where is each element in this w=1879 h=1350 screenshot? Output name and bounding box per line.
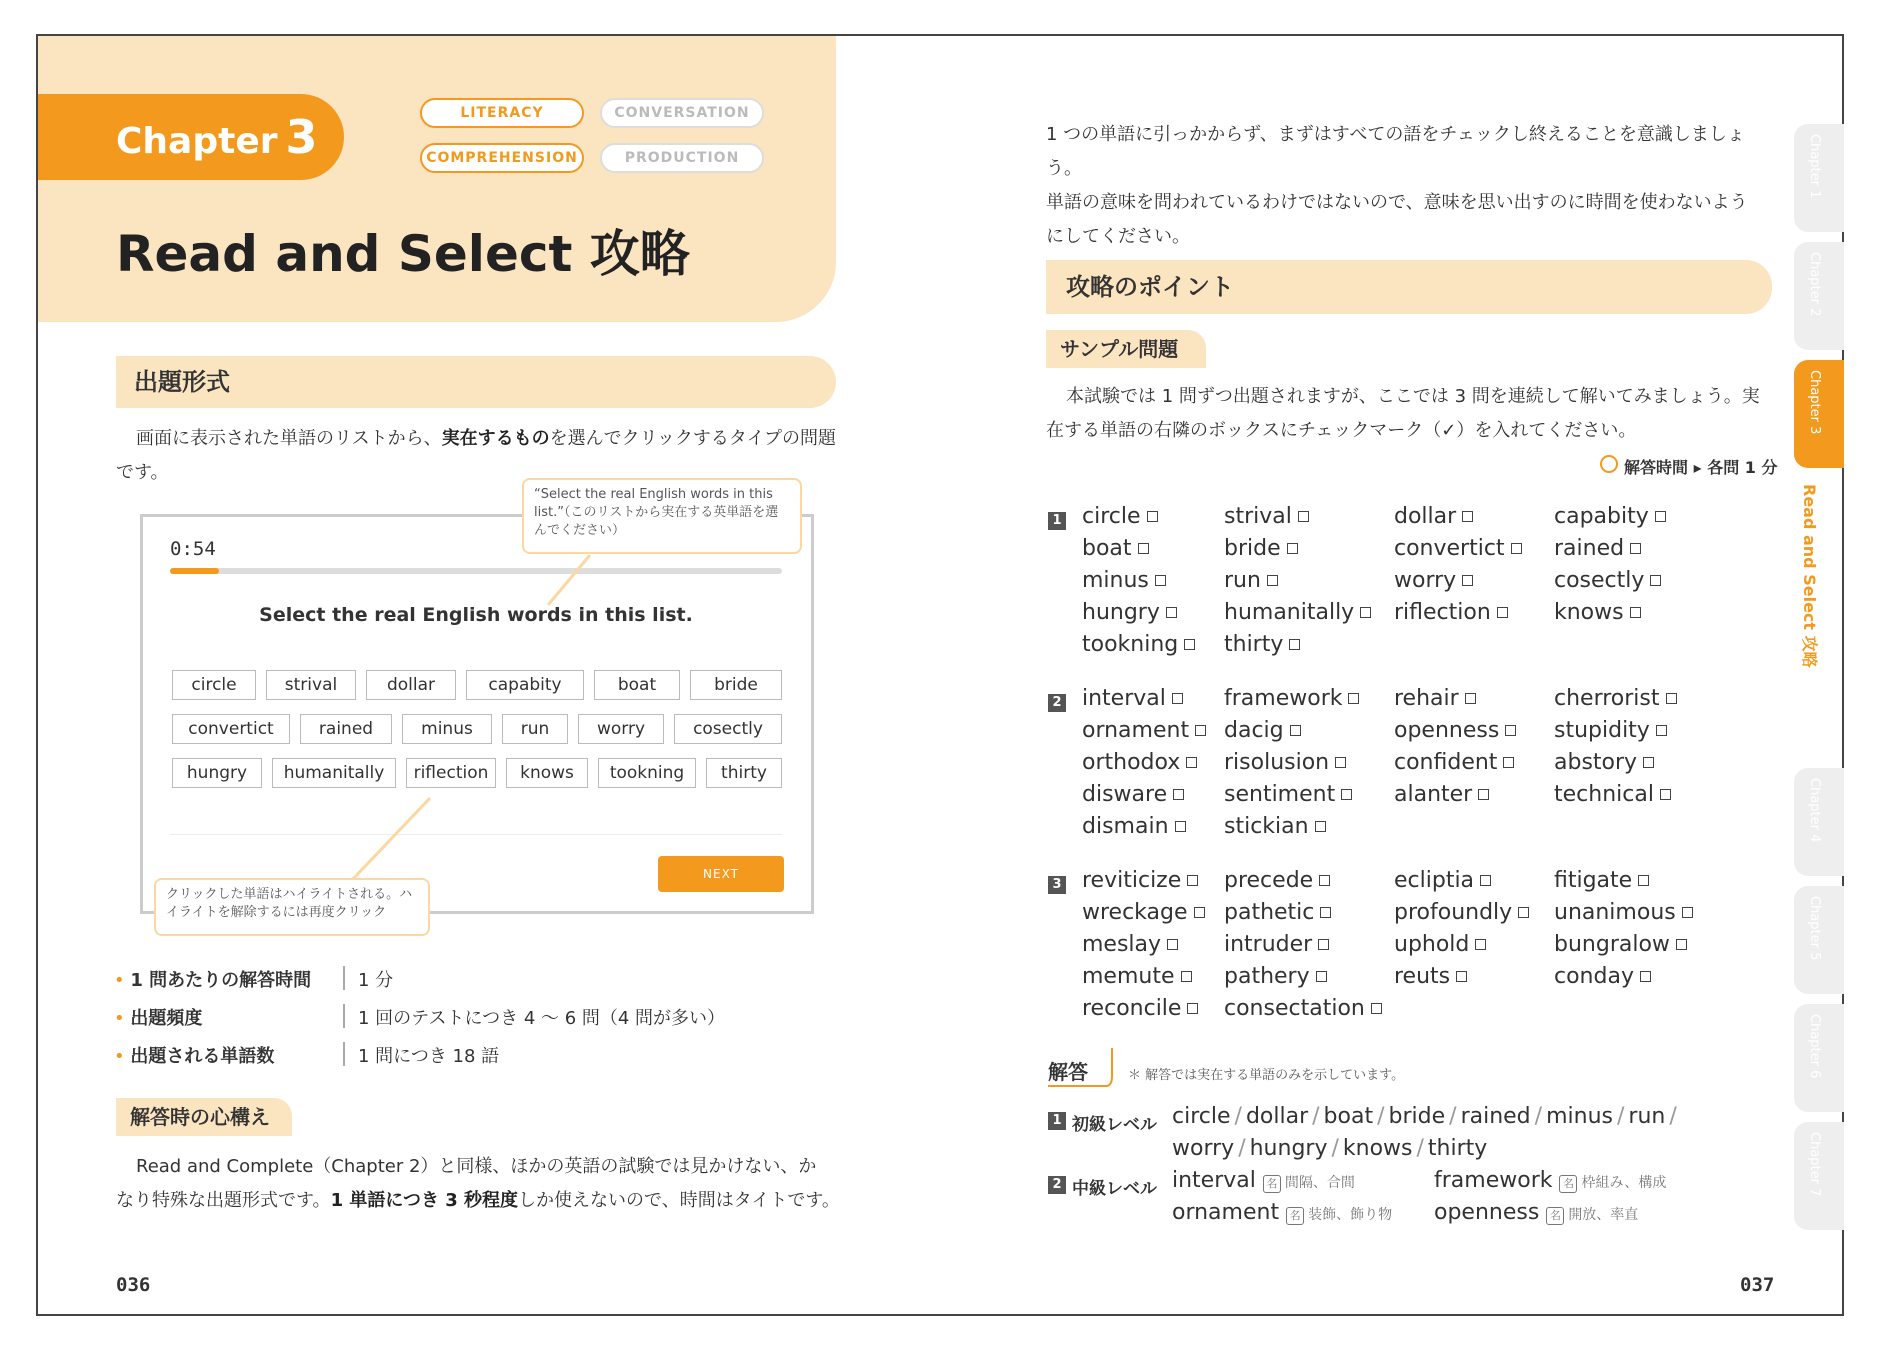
word-checkbox-item[interactable]: cherrorist <box>1554 686 1677 718</box>
word-chip[interactable]: tookning <box>598 758 696 788</box>
word-checkbox-item[interactable]: humanitally <box>1224 600 1371 632</box>
word-chip[interactable]: bride <box>690 670 782 700</box>
word-chip[interactable]: convertict <box>172 714 290 744</box>
word-checkbox-item[interactable]: wreckage <box>1082 900 1205 932</box>
answer-heading: 解答 <box>1048 1060 1088 1084</box>
next-button[interactable]: NEXT <box>658 856 784 892</box>
word-checkbox-item[interactable]: meslay <box>1082 932 1205 964</box>
info-separator <box>343 1004 345 1028</box>
word-checkbox-item[interactable]: run <box>1224 568 1371 600</box>
sample-instructions: 本試験では 1 問ずつ出題されますが、ここでは 3 問を連続して解いてみましょう。実 在する単語の右隣のボックスにチェックマーク（✓）を入れてください。 <box>1046 386 1760 441</box>
word-checkbox-item[interactable]: intruder <box>1224 932 1382 964</box>
word-checkbox-item[interactable]: knows <box>1554 600 1666 632</box>
word-checkbox-item[interactable]: stupidity <box>1554 718 1677 750</box>
q1-col1 <box>1082 504 1195 664</box>
side-tab-chapter-2[interactable]: Chapter 2 <box>1794 242 1844 350</box>
side-tab-chapter-7[interactable]: Chapter 7 <box>1794 1122 1844 1230</box>
word-checkbox-item[interactable]: strival <box>1224 504 1371 536</box>
word-checkbox-item[interactable]: riflection <box>1394 600 1522 632</box>
word-checkbox-item[interactable]: bride <box>1224 536 1371 568</box>
word-checkbox-item[interactable]: bungralow <box>1554 932 1693 964</box>
word-chip[interactable]: boat <box>594 670 680 700</box>
question-number: 1 <box>1048 512 1066 530</box>
word-chip[interactable]: riflection <box>406 758 496 788</box>
page-number-left: 036 <box>116 1274 151 1296</box>
answer-word: interval 名 間隔、合間 <box>1172 1168 1355 1193</box>
side-tab-chapter-3[interactable]: Chapter 3 <box>1794 360 1844 468</box>
answer-level-2: 中級レベル <box>1072 1179 1157 1199</box>
word-checkbox-item[interactable]: minus <box>1082 568 1195 600</box>
word-chip[interactable]: rained <box>300 714 392 744</box>
q2-col2 <box>1224 686 1359 846</box>
chapter-label: Chapter <box>116 121 278 162</box>
word-checkbox-item[interactable]: abstory <box>1554 750 1677 782</box>
question-prompt: Select the real English words in this list. <box>259 604 693 626</box>
word-checkbox-item[interactable]: conday <box>1554 964 1693 996</box>
q2-col4 <box>1554 686 1677 814</box>
answer-line: worry / hungry / knows / thirty <box>1172 1136 1488 1161</box>
word-checkbox-item[interactable]: profoundly <box>1394 900 1529 932</box>
word-checkbox-item[interactable]: sentiment <box>1224 782 1359 814</box>
word-checkbox-item[interactable]: dismain <box>1082 814 1206 846</box>
answer-word: openness 名 開放、率直 <box>1434 1200 1639 1225</box>
word-checkbox-item[interactable]: confident <box>1394 750 1516 782</box>
word-checkbox-item[interactable]: fitigate <box>1554 868 1693 900</box>
word-checkbox-item[interactable]: convertict <box>1394 536 1522 568</box>
word-chip[interactable]: thirty <box>706 758 782 788</box>
word-chip[interactable]: hungry <box>172 758 262 788</box>
info-value-time: 1 分 <box>358 970 394 991</box>
answer-number: 1 <box>1048 1112 1066 1130</box>
word-chip[interactable]: dollar <box>366 670 456 700</box>
word-checkbox-item[interactable]: worry <box>1394 568 1522 600</box>
word-checkbox-item[interactable]: stickian <box>1224 814 1359 846</box>
q3-col3 <box>1394 868 1529 996</box>
q3-col1 <box>1082 868 1205 1028</box>
clock-icon <box>1600 455 1618 473</box>
q3-col4 <box>1554 868 1693 996</box>
page-number-right: 037 <box>1740 1274 1775 1296</box>
word-chip[interactable]: cosectly <box>674 714 782 744</box>
answer-word: framework 名 枠組み、構成 <box>1434 1168 1667 1193</box>
word-checkbox-item[interactable]: precede <box>1224 868 1382 900</box>
word-checkbox-item[interactable]: uphold <box>1394 932 1529 964</box>
word-checkbox-item[interactable]: alanter <box>1394 782 1516 814</box>
intro-text: 1 つの単語に引っかからず、まずはすべての語をチェックし終えることを意識しましょう。 単語の意味を問われているわけではないので、意味を思い出すのに時間を使わないよう にしてください。 <box>1046 124 1748 247</box>
word-checkbox-item[interactable]: reconcile <box>1082 996 1205 1028</box>
word-chip[interactable]: strival <box>266 670 356 700</box>
answer-number: 2 <box>1048 1176 1066 1194</box>
answer-heading-underline <box>1046 1046 1116 1090</box>
q1-col4 <box>1554 504 1666 632</box>
word-checkbox-item[interactable]: orthodox <box>1082 750 1206 782</box>
tag-literacy: LITERACY <box>420 98 584 128</box>
mindset-description: Read and Complete（Chapter 2）と同様、ほかの英語の試験では見かけない、か なり特殊な出題形式です。1 単語につき 3 秒程度しか使えないので、時間はタイトです。 <box>116 1156 840 1211</box>
q2-col3 <box>1394 686 1516 814</box>
section-heading-sample: サンプル問題 <box>1046 330 1206 368</box>
answer-note: ＊ 解答では実在する単語のみを示しています。 <box>1128 1068 1405 1083</box>
q2-col1 <box>1082 686 1206 846</box>
word-chip[interactable]: capabity <box>466 670 584 700</box>
word-checkbox-item[interactable]: risolusion <box>1224 750 1359 782</box>
word-chip[interactable]: worry <box>578 714 664 744</box>
word-checkbox-item[interactable]: dacig <box>1224 718 1359 750</box>
answer-word: ornament 名 装飾、飾り物 <box>1172 1200 1393 1225</box>
word-checkbox-item[interactable]: ornament <box>1082 718 1206 750</box>
word-checkbox-item[interactable]: reuts <box>1394 964 1529 996</box>
word-checkbox-item[interactable]: boat <box>1082 536 1195 568</box>
word-checkbox-item[interactable]: ecliptia <box>1394 868 1529 900</box>
word-checkbox-item[interactable]: pathery <box>1224 964 1382 996</box>
word-checkbox-item[interactable]: tookning <box>1082 632 1195 664</box>
word-chip[interactable]: circle <box>172 670 256 700</box>
question-number: 3 <box>1048 876 1066 894</box>
info-row-frequency: • 出題頻度 <box>114 1008 203 1029</box>
tag-conversation: CONVERSATION <box>600 98 764 128</box>
side-chapter-subtitle: Read and Select 攻略 <box>1800 484 1819 668</box>
q3-col2 <box>1224 868 1382 1028</box>
word-chip[interactable]: minus <box>402 714 492 744</box>
question-number: 2 <box>1048 694 1066 712</box>
side-tab-chapter-6[interactable]: Chapter 6 <box>1794 1004 1844 1112</box>
word-chip[interactable]: run <box>502 714 568 744</box>
word-checkbox-item[interactable]: circle <box>1082 504 1195 536</box>
answer-time-note: 解答時間 ▸ 各問 1 分 <box>1624 458 1778 477</box>
word-checkbox-item[interactable]: pathetic <box>1224 900 1382 932</box>
word-checkbox-item[interactable]: unanimous <box>1554 900 1693 932</box>
word-checkbox-item[interactable]: memute <box>1082 964 1205 996</box>
tag-production: PRODUCTION <box>600 143 764 173</box>
answer-level-1: 初級レベル <box>1072 1115 1157 1135</box>
word-checkbox-item[interactable]: thirty <box>1224 632 1371 664</box>
word-checkbox-item[interactable]: hungry <box>1082 600 1195 632</box>
word-checkbox-item[interactable]: cosectly <box>1554 568 1666 600</box>
section-heading-points: 攻略のポイント <box>1046 260 1772 314</box>
word-chip[interactable]: humanitally <box>272 758 396 788</box>
word-checkbox-item[interactable]: capabity <box>1554 504 1666 536</box>
info-value-word-count: 1 問につき 18 語 <box>358 1046 500 1067</box>
word-checkbox-item[interactable]: technical <box>1554 782 1677 814</box>
tag-comprehension: COMPREHENSION <box>420 143 584 173</box>
word-checkbox-item[interactable]: dollar <box>1394 504 1522 536</box>
info-separator <box>343 1042 345 1066</box>
timer-display: 0:54 <box>170 538 216 560</box>
q1-col2 <box>1224 504 1371 664</box>
word-checkbox-item[interactable]: disware <box>1082 782 1206 814</box>
word-checkbox-item[interactable]: consectation <box>1224 996 1382 1028</box>
format-description: 画面に表示された単語のリストから、実在するものを選んでクリックするタイプの問題 です。 <box>116 428 837 483</box>
section-heading-mindset: 解答時の心構え <box>116 1098 292 1136</box>
callout-instruction: “Select the real English words in this list.”（このリストから実在する英単語を選んでください） <box>522 478 802 554</box>
word-checkbox-item[interactable]: rained <box>1554 536 1666 568</box>
word-chip[interactable]: knows <box>506 758 588 788</box>
info-row-time: • 1 問あたりの解答時間 <box>114 970 312 991</box>
word-checkbox-item[interactable]: framework <box>1224 686 1359 718</box>
word-checkbox-item[interactable]: reviticize <box>1082 868 1205 900</box>
q1-col3 <box>1394 504 1522 632</box>
callout-highlight-note: クリックした単語はハイライトされる。ハイライトを解除するには再度クリック <box>154 878 430 936</box>
word-checkbox-item[interactable]: openness <box>1394 718 1516 750</box>
chapter-number: 3 <box>285 110 318 164</box>
word-checkbox-item[interactable]: rehair <box>1394 686 1516 718</box>
answer-line: circle / dollar / boat / bride / rained / minus / run / <box>1172 1104 1677 1129</box>
info-row-word-count: • 出題される単語数 <box>114 1046 275 1067</box>
word-checkbox-item[interactable]: interval <box>1082 686 1206 718</box>
side-tab-chapter-5[interactable]: Chapter 5 <box>1794 886 1844 994</box>
page-title: Read and Select 攻略 <box>116 225 690 283</box>
side-tab-chapter-1[interactable]: Chapter 1 <box>1794 124 1844 232</box>
info-separator <box>343 966 345 990</box>
section-heading-format: 出題形式 <box>116 356 836 408</box>
side-tab-chapter-4[interactable]: Chapter 4 <box>1794 768 1844 876</box>
info-value-frequency: 1 回のテストにつき 4 ～ 6 問（4 問が多い） <box>358 1008 726 1029</box>
